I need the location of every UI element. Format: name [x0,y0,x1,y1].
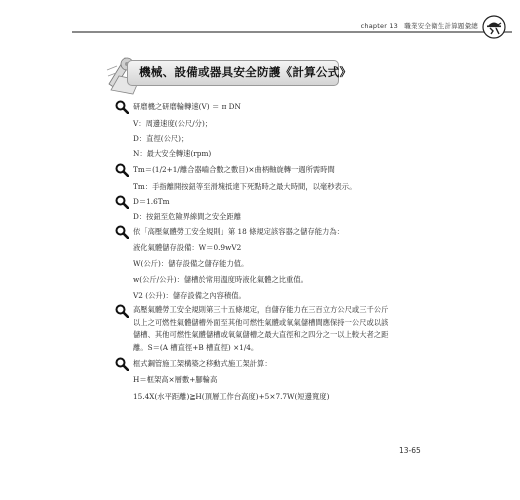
paragraph-line: 離。S＝(A 槽直徑+B 槽直徑) ×1/4。 [133,342,259,352]
list-item: N：最大安全轉速(rpm) [133,149,212,158]
list-item: D＝1.6Tm [133,197,170,206]
list-item: Tm：手指離開按鈕等至滑塊抵達下死點時之最大時間，以毫秒表示。 [133,182,357,191]
list-item: 液化氣體儲存設備：W＝0.9wV2 [133,243,242,252]
magnifier-bullet-icon [115,100,129,114]
section-banner [105,50,352,96]
list-item: 依「高壓氣體勞工安全規則」第 18 條規定該容器之儲存能力為： [133,227,344,236]
list-item: H＝框架高×層數+腳輪高 [133,375,218,384]
list-item: D：直徑(公尺)； [133,134,189,143]
list-item: V2 (公升)：儲存設備之內容積值。 [133,291,246,300]
paragraph-line: 以上之可燃性氣體儲槽外面至其他可燃性氣體或氧氣儲槽間應保持一公尺或以該 [133,317,389,327]
magnifier-bullet-icon [115,304,129,318]
list-item: Tm＝(1/2+1/離合器嚙合數之數目)×曲柄軸旋轉一週所需時間 [133,165,335,174]
list-item: D：按鈕至危險界線間之安全距離 [133,212,242,221]
magnifier-bullet-icon [115,163,129,177]
section-title: 機械、設備或器具安全防護《計算公式》 [139,65,352,79]
paragraph-line: 儲槽、其他可燃性氣體儲槽或氧氣儲槽之最大直徑和之四分之一以上較大者之距 [133,330,389,339]
list-item: V：周邊速度(公尺/分)； [133,119,213,128]
list-item: 框式鋼管施工架構築之移動式施工架計算： [133,359,272,368]
chapter-label: chapter 13 [360,22,399,30]
paragraph-line: 高壓氣體勞工安全規則第三十五條規定，自儲存能力在三百立方公尺或三千公斤 [133,305,389,314]
header-rule [72,31,512,33]
list-item: 15.4X(水平距離)≧H(頂層工作台高度)+5×7.7W(短邊寬度) [133,392,330,401]
safety-worker-icon [482,15,506,39]
magnifier-bullet-icon [115,225,129,239]
chapter-title: 職業安全衛生計算題彙總 [404,22,478,30]
list-item: 研磨機之研磨輪轉速(V) ＝ π DN [133,102,241,111]
magnifier-bullet-icon [115,195,129,209]
regulation-paragraph [133,304,418,354]
magnifier-bullet-icon [115,357,129,371]
page-number: 13-65 [399,446,421,455]
running-header [361,21,478,30]
list-item: W(公斤)：儲存設備之儲存能力值。 [133,259,249,268]
list-item: w(公斤/公升)：儲槽於常用溫度時液化氣體之比重值。 [133,275,308,284]
